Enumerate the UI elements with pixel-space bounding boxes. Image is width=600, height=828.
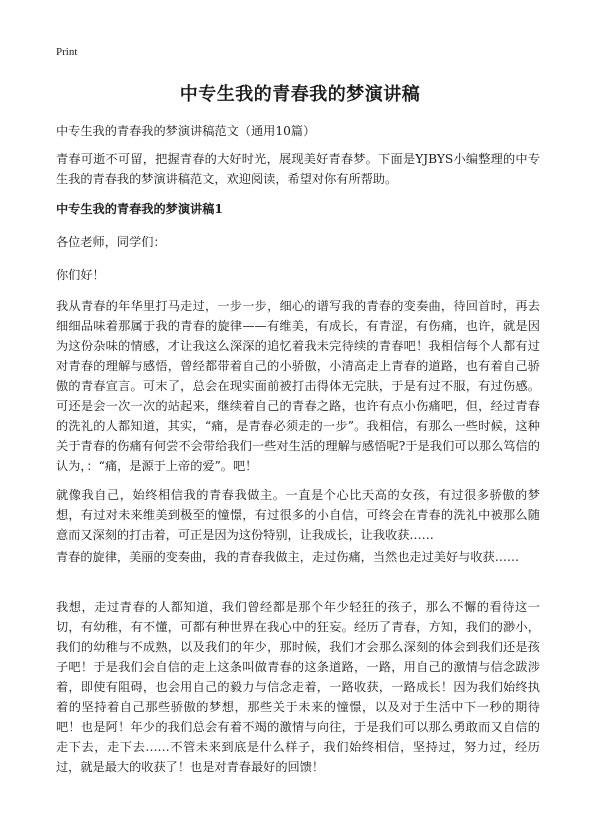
section-heading: 中专生我的青春我的梦演讲稿1 bbox=[56, 202, 223, 216]
hello-line: 你们好！ bbox=[56, 268, 105, 282]
print-link[interactable]: Print bbox=[56, 46, 78, 58]
body-paragraph-4: 我想，走过青春的人都知道，我们曾经都是那个年少轻狂的孩子，那么不懈的看待这一切，有幼稚，有不懂，可都有种世界在我心中的狂妄。经历了青春，方知，我们的渺小，我们的幼稚与不成熟，以及我们的年少，那时候，我们才会那么深刻的体会到我们还是孩子吧！于是我们会自信的走上这条叫做青春的这条道路，一路，用自己的激情与信念跋涉着，即使有阻碍，也会用自己的毅力与信念走着，一路收获，一路成长！因为我们始终执着的坚持着自己那些骄傲的梦想，那些关于未来的憧憬，以及对于生活中下一秒的期待吧！也是阿！年少的我们总会有着不竭的激情与向往，于是我们可以那么勇敢而又自信的走下去，走下去……不管未来到底是什么样子，我们始终相信，坚持过，努力过，经历过，就是最大的收获了！也是对青春最好的回馈！ bbox=[56, 600, 540, 774]
intro-paragraph: 青春可逝不可留，把握青春的大好时光，展现美好青春梦。下面是YJBYS小编整理的中专生我的青春我的梦演讲稿范文，欢迎阅读，希望对你有所帮助。 bbox=[56, 152, 540, 186]
body-paragraph-2: 就像我自己，始终相信我的青春我做主。一直是个心比天高的女孩，有过很多骄傲的梦想，有过对未来维美到极至的憧憬，有过很多的小自信，可终会在青春的洗礼中被那么随意而又深刻的打击着，可正是因为这份特别，让我成长，让我收获…… bbox=[56, 488, 540, 542]
document-subtitle: 中专生我的青春我的梦演讲稿范文（通用10篇） bbox=[56, 124, 316, 138]
body-paragraph-3: 青春的旋律，美丽的变奏曲，我的青春我做主，走过伤痛，当然也走过美好与收获…… bbox=[56, 550, 520, 564]
page-title: 中专生我的青春我的梦演讲稿 bbox=[179, 84, 421, 105]
body-paragraph-1: 我从青春的年华里打马走过，一步一步，细心的谱写我的青春的变奏曲，待回首时，再去细细品味着那属于我的青春的旋律——有维美，有成长，有青涩，有伤痛，也许，就是因为这份杂味的情感，才让我这么深深的追忆着我未完待续的青春吧！我相信每个人都有过对青春的理解与感悟，曾经都带着自己的小骄傲，小清高走上青春的道路，也有着自己骄傲的青春宣言。可末了，总会在现实面前被打击得体无完肤，于是有过不服，有过伤感。可还是会一次一次的站起来，继续着自己的青春之路，也许有点小伤痛吧，但，经过青春的洗礼的人都知道，其实，“痛，是青春必须走的一步”。我相信，有那么一些时候，这种关于青春的伤痛有何尝不会带给我们一些对生活的理解与感悟呢?于是我们可以那么笃信的认为，：“痛，是源于上帝的爱”。吧！ bbox=[56, 299, 540, 473]
greeting-line: 各位老师，同学们： bbox=[56, 235, 166, 249]
